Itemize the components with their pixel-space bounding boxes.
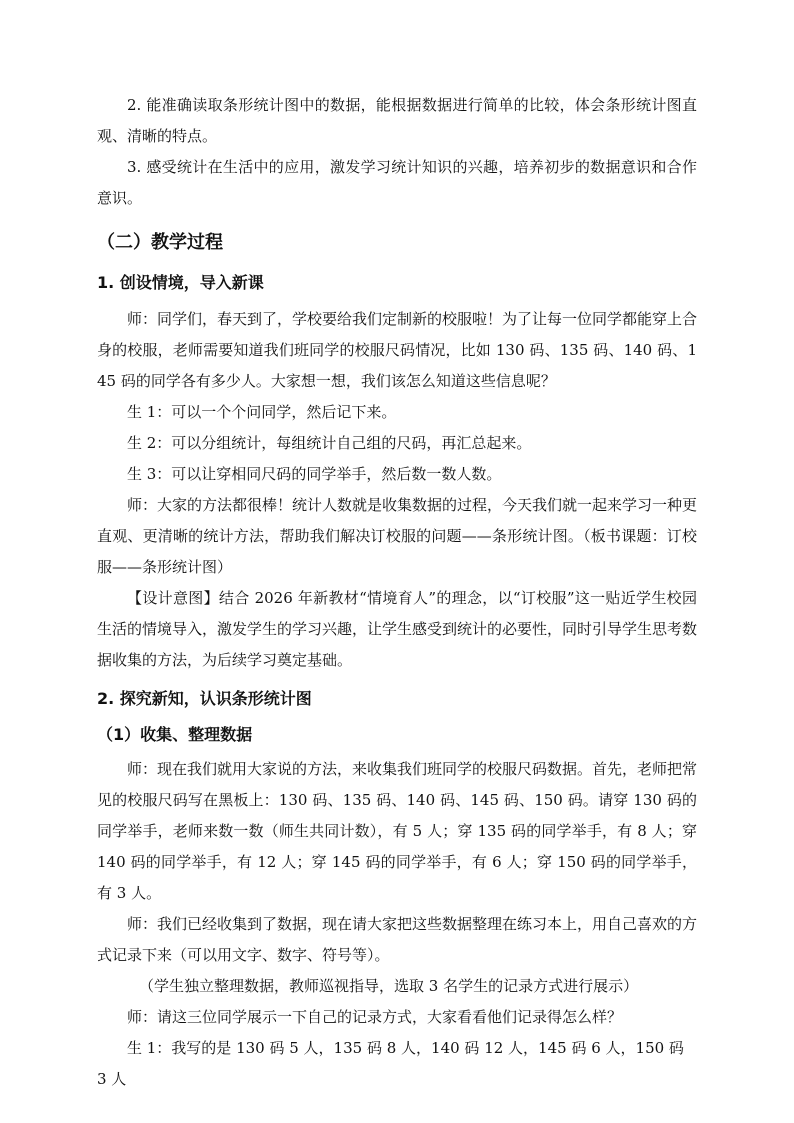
document-page: [97, 90, 697, 1095]
student-3-answer: 生 3：可以让穿相同尺码的同学举手，然后数一数人数。: [127, 465, 502, 483]
student-1-answer: 生 1：可以一个个问同学，然后记下来。: [127, 403, 397, 421]
teacher-summary: 师：大家的方法都很棒！统计人数就是收集数据的过程，今天我们就一起来学习一种更直观、更清晰的统计方法，帮助我们解决订校服的问题——条形统计图。（板书课题：订校服——条形统计图）: [97, 496, 698, 576]
teacher-collect: 师：现在我们就用大家说的方法，来收集我们班同学的校服尺码数据。首先，老师把常见的校服尺码写在黑板上：130 码、135 码、140 码、145 码、150 码。请穿 130 码的同学举手，老师来数一数（师生共同计数），有 5 人；穿 135 码的同学举手，有 8 人；穿 140 码的同学举手，有 12 人；穿 145 码的同学举手，有 6 人；穿 150 码的同学举手，有 3 人。: [97, 760, 698, 902]
student-2-answer: 生 2：可以分组统计，每组统计自己组的尺码，再汇总起来。: [127, 434, 532, 452]
objective-item-2: 2. 能准确读取条形统计图中的数据，能根据数据进行简单的比较，体会条形统计图直观、清晰的特点。: [97, 96, 697, 145]
part1-title: 1. 创设情境，导入新课: [97, 273, 264, 292]
part2-title: 2. 探究新知，认识条形统计图: [97, 689, 312, 708]
part2-sub1-title: （1）收集、整理数据: [97, 725, 253, 744]
teacher-intro: 师：同学们，春天到了，学校要给我们定制新的校服啦！为了让每一位同学都能穿上合身的校服，老师需要知道我们班同学的校服尺码情况，比如 130 码、135 码、140 码、145 码的同学各有多少人。大家想一想，我们该怎么知道这些信息呢？: [97, 310, 698, 390]
section-title: （二）教学过程: [97, 232, 223, 253]
activity-note: （学生独立整理数据，教师巡视指导，选取 3 名学生的记录方式进行展示）: [139, 977, 639, 995]
teacher-organize: 师：我们已经收集到了数据，现在请大家把这些数据整理在练习本上，用自己喜欢的方式记录下来（可以用文字、数字、符号等）。: [97, 915, 698, 964]
student-1-record: 生 1：我写的是 130 码 5 人，135 码 8 人，140 码 12 人，145 码 6 人，150 码 3 人: [97, 1039, 684, 1088]
design-intent: 【设计意图】结合 2026 年新教材“情境育人”的理念，以“订校服”这一贴近学生校园生活的情境导入，激发学生的学习兴趣，让学生感受到统计的必要性，同时引导学生思考数据收集的方法，为后续学习奠定基础。: [97, 589, 698, 669]
objective-item-3: 3. 感受统计在生活中的应用，激发学习统计知识的兴趣，培养初步的数据意识和合作意识。: [97, 158, 697, 207]
teacher-show: 师：请这三位同学展示一下自己的记录方式，大家看看他们记录得怎么样？: [127, 1008, 623, 1026]
